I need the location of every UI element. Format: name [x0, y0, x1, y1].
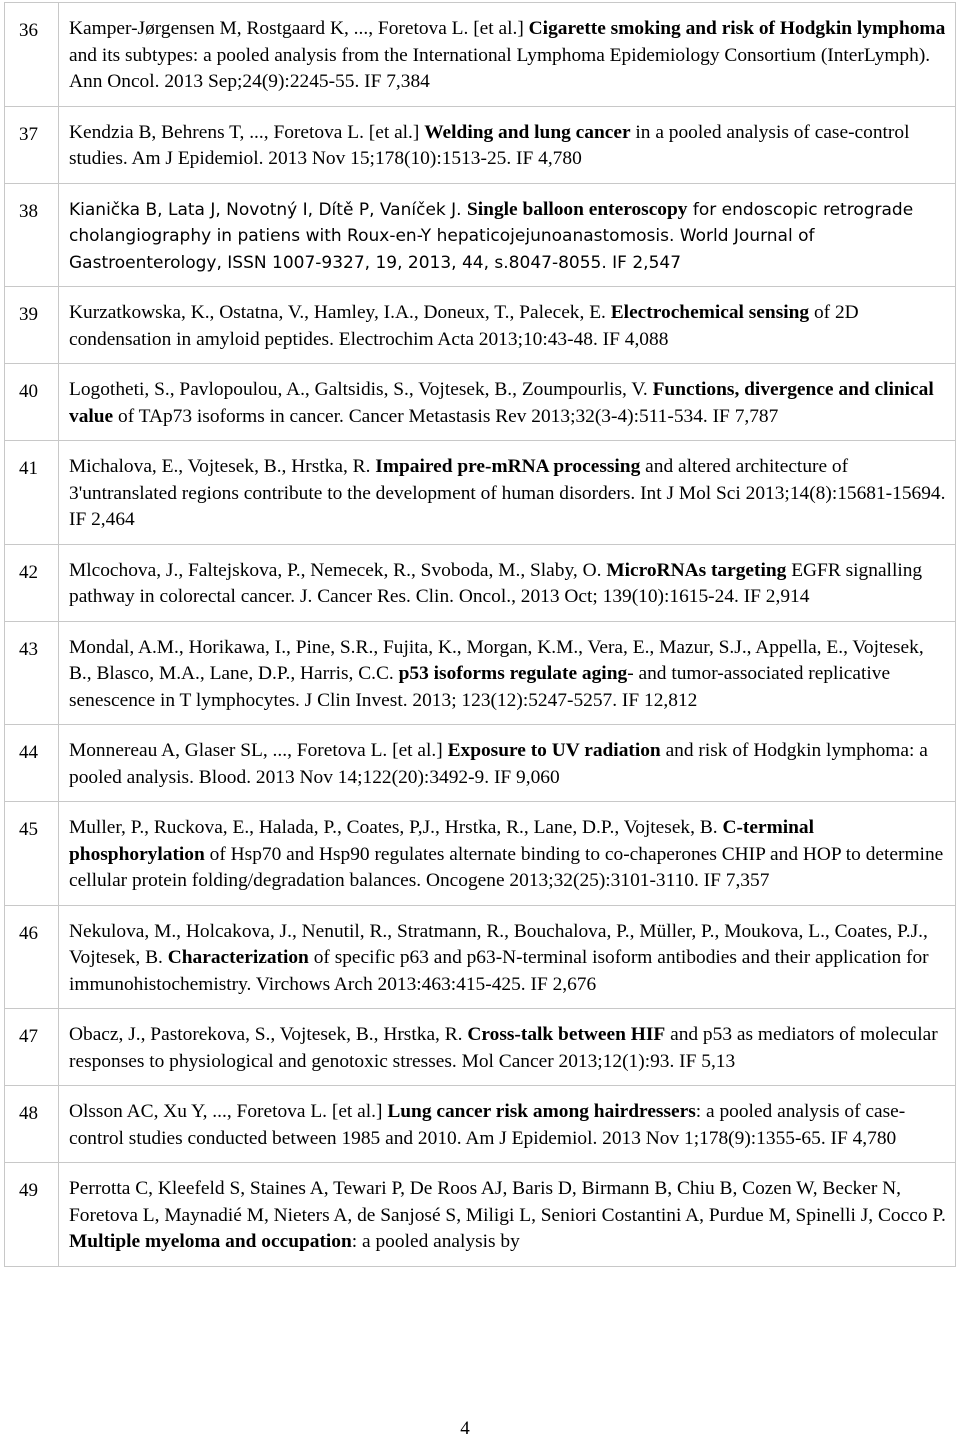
citation-text: and p53 as mediators of molecular responses to physiological and genotoxic stresses. Mol Cancer 2013;12(1):93. IF 5,13 [69, 1024, 938, 1072]
citation-text: EGFR signalling pathway in colorectal cancer. J. Cancer Res. Clin. Oncol., 2013 Oct; 139(10):1615-24. IF 2,914 [69, 559, 923, 607]
reference-number: 45 [5, 802, 59, 906]
reference-row [5, 107, 956, 184]
reference-number: 47 [5, 1009, 59, 1086]
reference-number: 38 [5, 184, 59, 288]
reference-row [5, 1009, 956, 1086]
citation-title: Cigarette smoking and risk of Hodgkin lymphoma [528, 18, 946, 39]
reference-number: 46 [5, 906, 59, 1010]
reference-citation [59, 1086, 956, 1163]
page-number: 4 [460, 1418, 470, 1439]
citation-text: Kurzatkowska, K., Ostatna, V., Hamley, I.A., Doneux, T., Palecek, E. [69, 302, 611, 323]
citation-text: : a pooled analysis by [351, 1231, 520, 1252]
reference-citation [59, 107, 956, 184]
citation-text: Kianička B, Lata J, Novotný I, Dítě P, Vaníček J. [69, 199, 467, 220]
citation-text: of Hsp70 and Hsp90 regulates alternate binding to co-chaperones CHIP and HOP to determine cellular protein folding/degradation balances. Oncogene 2013;32(25):3101-3110. IF 7,357 [69, 843, 944, 891]
citation-text: of TAp73 isoforms in cancer. Cancer Metastasis Rev 2013;32(3-4):511-534. IF 7,787 [113, 405, 779, 427]
reference-citation [59, 802, 956, 906]
reference-number: 44 [5, 725, 59, 802]
citation-text: Logotheti, S., Pavlopoulou, A., Galtsidis, S., Vojtesek, B., Zoumpourlis, V. [69, 379, 653, 400]
citation-title: p53 isoforms regulate aging [398, 663, 628, 684]
citation-text: Olsson AC, Xu Y, ..., Foretova L. [et al.] [69, 1101, 388, 1122]
reference-citation [59, 725, 956, 802]
reference-number: 40 [5, 364, 59, 441]
reference-citation [59, 184, 956, 288]
reference-row [5, 622, 956, 726]
reference-number: 37 [5, 107, 59, 184]
citation-text: Monnereau A, Glaser SL, ..., Foretova L. [et al.] [69, 740, 448, 761]
citation-title: Impaired pre-mRNA processing [375, 456, 641, 477]
citation-text: of 2D condensation in amyloid peptides. Electrochim Acta 2013;10:43-48. IF 4,088 [69, 302, 859, 350]
reference-citation [59, 287, 956, 364]
citation-text: and risk of Hodgkin lymphoma: a pooled analysis. Blood. 2013 Nov 14;122(20):3492-9. IF 9,060 [69, 740, 928, 788]
reference-citation [59, 622, 956, 726]
citation-title: C-terminal phosphorylation [69, 817, 814, 865]
reference-citation [59, 906, 956, 1010]
reference-row [5, 441, 956, 545]
reference-citation [59, 1009, 956, 1086]
citation-title: Single balloon enteroscopy [466, 198, 688, 220]
reference-citation [59, 1163, 956, 1267]
citation-text: Perrotta C, Kleefeld S, Staines A, Tewari P, De Roos AJ, Baris D, Birmann B, Chiu B, Cozen W, Becker N, Foretova L, Maynadié M, Nieters A, de Sanjosé S, Miligi L, Seniori Costantini A, Purdue M, Spinelli J, Cocco P. [69, 1178, 946, 1226]
reference-row [5, 3, 956, 107]
citation-text: Mondal, A.M., Horikawa, I., Pine, S.R., Fujita, K., Morgan, K.M., Vera, E., Mazur, S.J., Appella, E., Vojtesek, B., Blasco, M.A., Lane, D.P., Harris, C.C. [69, 636, 924, 684]
reference-row [5, 725, 956, 802]
citation-text: and altered architecture of 3'untranslated regions contribute to the development of human disorders. Int J Mol Sci 2013;14(8):15681-15694. IF 2,464 [69, 456, 946, 530]
citation-text: in a pooled analysis of case-control studies. Am J Epidemiol. 2013 Nov 15;178(10):1513-25. IF 4,780 [69, 121, 910, 169]
reference-row [5, 1086, 956, 1163]
reference-row [5, 364, 956, 441]
reference-number: 49 [5, 1163, 59, 1267]
reference-row [5, 906, 956, 1010]
citation-text: : a pooled analysis of case-control studies conducted between 1985 and 2010. Am J Epidemiol. 2013 Nov 1;178(9):1355-65. IF 4,780 [69, 1101, 906, 1149]
reference-row [5, 287, 956, 364]
citation-text: and its subtypes: a pooled analysis from the International Lymphoma Epidemiology Consortium (InterLymph). Ann Oncol. 2013 Sep;24(9):2245-55. IF 7,384 [69, 44, 931, 92]
reference-number: 48 [5, 1086, 59, 1163]
reference-row [5, 1163, 956, 1267]
citation-title: Characterization [167, 947, 309, 968]
reference-citation [59, 545, 956, 622]
citation-text: Nekulova, M., Holcakova, J., Nenutil, R., Stratmann, R., Bouchalova, P., Müller, P., Moukova, L., Coates, P.J., Vojtesek, B. [69, 920, 928, 968]
reference-list [5, 3, 956, 1267]
citation-title: Multiple myeloma and occupation [69, 1231, 352, 1252]
reference-row [5, 184, 956, 288]
citation-text: Obacz, J., Pastorekova, S., Vojtesek, B., Hrstka, R. [69, 1024, 468, 1045]
citation-title: Lung cancer risk among hairdressers [387, 1101, 696, 1122]
citation-text: Michalova, E., Vojtesek, B., Hrstka, R. [69, 456, 376, 477]
citation-title: Exposure to UV radiation [447, 740, 661, 761]
citation-text: - and tumor-associated replicative senescence in T lymphocytes. J Clin Invest. 2013; 123(12):5247-5257. IF 12,812 [69, 663, 891, 711]
citation-text: Kamper-Jørgensen M, Rostgaard K, ..., Foretova L. [et al.] [69, 18, 529, 39]
reference-row [5, 545, 956, 622]
reference-table [4, 2, 956, 1267]
citation-text: for endoscopic retrograde cholangiography in patiens with Roux-en-Y hepaticojejunoanastomosis. World Journal of Gastroenterology, ISSN 1007-9327, 19, 2013, 44, s.8047-8055. IF 2,547 [69, 199, 914, 273]
citation-title: Welding and lung cancer [424, 121, 631, 143]
reference-citation [59, 364, 956, 441]
citation-title: Electrochemical sensing [610, 302, 810, 323]
citation-title: Functions, divergence and clinical value [69, 379, 934, 427]
reference-row [5, 802, 956, 906]
reference-number: 39 [5, 287, 59, 364]
citation-text: Kendzia B, Behrens T, ..., Foretova L. [et al.] [69, 121, 425, 143]
reference-number: 43 [5, 622, 59, 726]
citation-text: Mlcochova, J., Faltejskova, P., Nemecek, R., Svoboda, M., Slaby, O. [69, 559, 607, 581]
citation-text: Muller, P., Ruckova, E., Halada, P., Coates, P,J., Hrstka, R., Lane, D.P., Vojtesek, B. [69, 817, 723, 838]
reference-number: 41 [5, 441, 59, 545]
reference-number: 36 [5, 3, 59, 107]
reference-citation [59, 3, 956, 107]
citation-title: Cross-talk between HIF [467, 1024, 666, 1045]
citation-title: MicroRNAs targeting [606, 559, 787, 581]
citation-text: of specific p63 and p63-N-terminal isoform antibodies and their application for immunohistochemistry. Virchows Arch 2013:463:415-425. IF 2,676 [69, 947, 929, 995]
reference-citation [59, 441, 956, 545]
reference-number: 42 [5, 545, 59, 622]
